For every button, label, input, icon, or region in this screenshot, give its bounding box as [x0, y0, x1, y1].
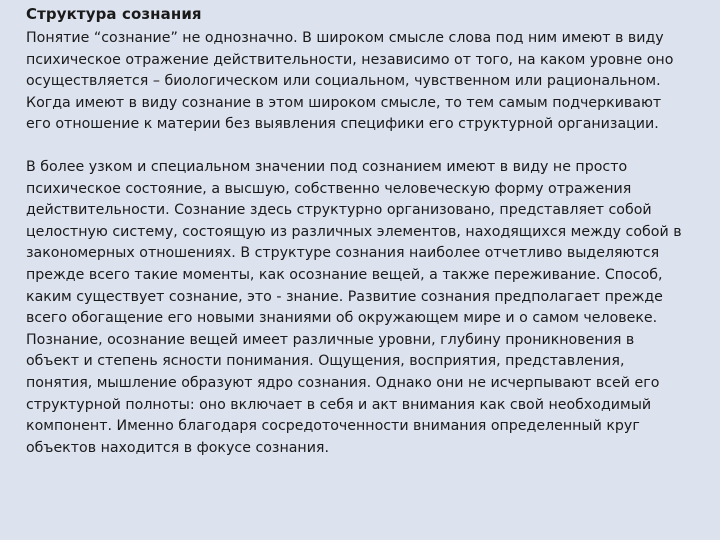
paragraph-line: В более узком и специальном значении под сознанием имеют в виду не просто: [26, 158, 628, 175]
paragraph-line: Когда имеют в виду сознание в этом широком смысле, то тем самым подчеркивают: [26, 94, 662, 111]
paragraph-line: осуществляется – биологическом или социальном, чувственном или рациональном.: [26, 73, 661, 90]
paragraph-line: психическое отражение действительности, независимо от того, на каком уровне оно: [26, 51, 674, 68]
paragraph-line: психическое состояние, а высшую, собственно человеческую форму отражения: [26, 180, 632, 197]
paragraph-line: всего обогащение его новыми знаниями об окружающем мире и о самом человеке.: [26, 310, 658, 327]
paragraph-line: действительности. Сознание здесь структурно организовано, представляет собой: [26, 202, 652, 219]
paragraph-line: каким существует сознание, это - знание. Развитие сознания предполагает прежде: [26, 288, 663, 305]
paragraph-line: целостную систему, состоящую из различных элементов, находящихся между собой в: [26, 223, 682, 240]
paragraph-broad-meaning: [26, 28, 702, 136]
paragraph-line: объект и степень ясности понимания. Ощущения, восприятия, представления,: [26, 353, 625, 370]
paragraph-line: Понятие “сознание” не однозначно. В широком смысле слова под ним имеют в виду: [26, 30, 664, 46]
paragraph-narrow-meaning: [26, 157, 702, 459]
paragraph-line: компонент. Именно благодаря сосредоточенности внимания определенный круг: [26, 418, 640, 435]
slide-title: Структура сознания: [26, 5, 202, 23]
paragraph-line: закономерных отношениях. В структуре сознания наиболее отчетливо выделяются: [26, 245, 660, 262]
paragraph-line: понятия, мышление образуют ядро сознания. Однако они не исчерпывают всей его: [26, 374, 660, 391]
paragraph-spacer: [26, 136, 702, 157]
paragraph-line: прежде всего такие моменты, как осознание вещей, а также переживание. Способ,: [26, 266, 663, 283]
paragraph-line: структурной полноты: оно включает в себя и акт внимания как свой необходимый: [26, 396, 652, 413]
paragraph-line: Познание, осознание вещей имеет различные уровни, глубину проникновения в: [26, 331, 635, 348]
paragraph-line: объектов находится в фокусе сознания.: [26, 439, 329, 456]
paragraph-line: его отношение к материи без выявления специфики его структурной организации.: [26, 116, 659, 133]
